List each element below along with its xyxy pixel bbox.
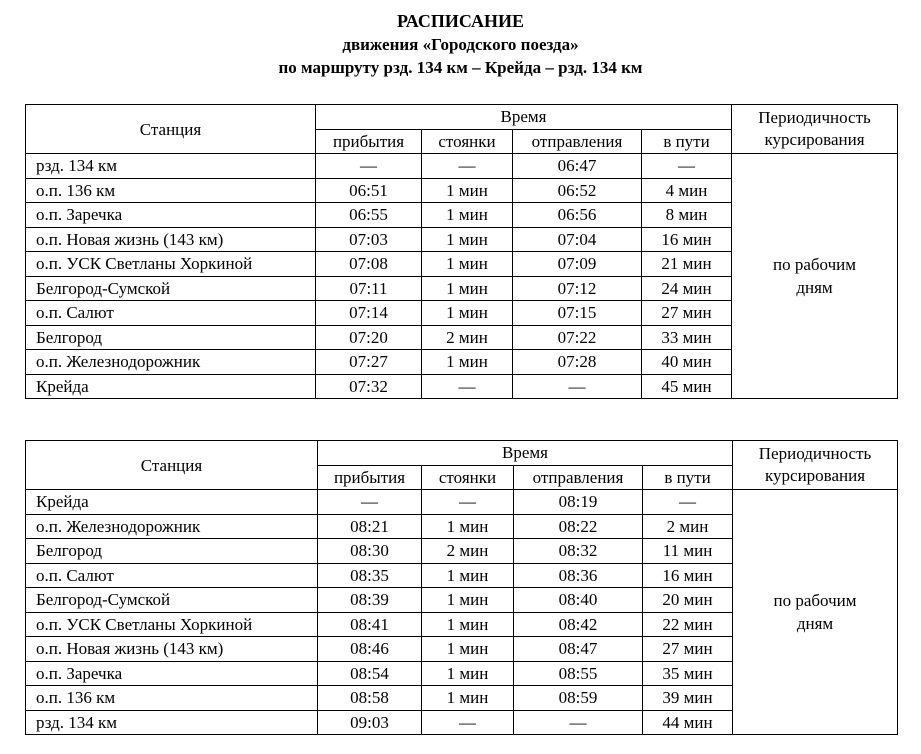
station-cell: Белгород — [26, 539, 318, 564]
departure-cell: 07:04 — [513, 227, 642, 252]
title-line-3: по маршруту рзд. 134 км – Крейда – рзд. 134 км — [278, 58, 643, 77]
station-cell: о.п. Салют — [26, 301, 316, 326]
departure-cell: 08:22 — [514, 514, 643, 539]
stop-cell: 1 мин — [422, 252, 513, 277]
table-row — [26, 154, 898, 179]
departure-cell: 08:36 — [514, 563, 643, 588]
departure-cell: 07:09 — [513, 252, 642, 277]
station-cell: о.п. 136 км — [26, 178, 316, 203]
station-cell: Крейда — [26, 374, 316, 399]
header-periodicity — [732, 105, 898, 154]
stop-cell: 1 мин — [422, 637, 514, 662]
header-departure: отправления — [514, 465, 643, 490]
header-arrival: прибытия — [316, 129, 422, 154]
departure-cell: — — [514, 710, 643, 735]
station-cell: о.п. УСК Светланы Хоркиной — [26, 612, 318, 637]
arrival-cell: 06:51 — [316, 178, 422, 203]
en-route-cell: 16 мин — [642, 227, 732, 252]
en-route-cell: 27 мин — [643, 637, 733, 662]
stop-cell: 1 мин — [422, 514, 514, 539]
arrival-cell: 08:21 — [318, 514, 422, 539]
station-cell: рзд. 134 км — [26, 710, 318, 735]
departure-cell: 08:59 — [514, 686, 643, 711]
header-periodicity — [733, 441, 898, 490]
title-line-1: РАСПИСАНИЕ — [397, 11, 524, 31]
departure-cell: 08:40 — [514, 588, 643, 613]
arrival-cell: 07:27 — [316, 350, 422, 375]
departure-cell: 07:28 — [513, 350, 642, 375]
departure-cell: 08:32 — [514, 539, 643, 564]
en-route-cell: 21 мин — [642, 252, 732, 277]
periodicity-line1: по рабочим — [773, 591, 857, 610]
stop-cell: 1 мин — [422, 301, 513, 326]
station-cell: Белгород-Сумской — [26, 276, 316, 301]
header-periodicity-line1: Периодичность — [758, 444, 872, 463]
stop-cell: — — [422, 710, 514, 735]
departure-cell: 07:15 — [513, 301, 642, 326]
departure-cell: 07:12 — [513, 276, 642, 301]
header-stop: стоянки — [422, 129, 513, 154]
station-cell: о.п. Заречка — [26, 203, 316, 228]
arrival-cell: 09:03 — [318, 710, 422, 735]
departure-cell: 08:42 — [514, 612, 643, 637]
header-en-route: в пути — [642, 129, 732, 154]
station-cell: о.п. Новая жизнь (143 км) — [26, 637, 318, 662]
arrival-cell: 07:20 — [316, 325, 422, 350]
station-cell: о.п. Железнодорожник — [26, 350, 316, 375]
arrival-cell: 07:14 — [316, 301, 422, 326]
arrival-cell: 08:35 — [318, 563, 422, 588]
station-cell: о.п. 136 км — [26, 686, 318, 711]
header-periodicity-line2: курсирования — [764, 130, 865, 149]
departure-cell: 06:56 — [513, 203, 642, 228]
en-route-cell: 24 мин — [642, 276, 732, 301]
stop-cell: — — [422, 154, 513, 179]
station-cell: о.п. УСК Светланы Хоркиной — [26, 252, 316, 277]
en-route-cell: — — [643, 490, 733, 515]
en-route-cell: 20 мин — [643, 588, 733, 613]
header-stop: стоянки — [422, 465, 514, 490]
stop-cell: 1 мин — [422, 563, 514, 588]
stop-cell: 1 мин — [422, 686, 514, 711]
stop-cell: 1 мин — [422, 178, 513, 203]
en-route-cell: 22 мин — [643, 612, 733, 637]
en-route-cell: 45 мин — [642, 374, 732, 399]
departure-cell: — — [513, 374, 642, 399]
en-route-cell: 16 мин — [643, 563, 733, 588]
arrival-cell: 07:32 — [316, 374, 422, 399]
periodicity-line2: дням — [796, 614, 834, 633]
en-route-cell: — — [642, 154, 732, 179]
en-route-cell: 2 мин — [643, 514, 733, 539]
arrival-cell: 08:30 — [318, 539, 422, 564]
arrival-cell: 08:54 — [318, 661, 422, 686]
arrival-cell: 07:03 — [316, 227, 422, 252]
station-cell: Белгород-Сумской — [26, 588, 318, 613]
en-route-cell: 33 мин — [642, 325, 732, 350]
arrival-cell: — — [316, 154, 422, 179]
stop-cell: 1 мин — [422, 612, 514, 637]
stop-cell: 1 мин — [422, 227, 513, 252]
station-cell: Крейда — [26, 490, 318, 515]
departure-cell: 06:47 — [513, 154, 642, 179]
en-route-cell: 35 мин — [643, 661, 733, 686]
stop-cell: 1 мин — [422, 276, 513, 301]
table-row — [26, 490, 898, 515]
header-station: Станция — [26, 441, 318, 490]
arrival-cell: 08:41 — [318, 612, 422, 637]
stop-cell: — — [422, 490, 514, 515]
departure-cell: 08:47 — [514, 637, 643, 662]
arrival-cell: 08:46 — [318, 637, 422, 662]
arrival-cell: 08:39 — [318, 588, 422, 613]
station-cell: о.п. Новая жизнь (143 км) — [26, 227, 316, 252]
station-cell: рзд. 134 км — [26, 154, 316, 179]
title-line-2: движения «Городского поезда» — [342, 35, 579, 54]
stop-cell: 1 мин — [422, 588, 514, 613]
arrival-cell: — — [318, 490, 422, 515]
en-route-cell: 27 мин — [642, 301, 732, 326]
header-time: Время — [318, 441, 733, 466]
station-cell: о.п. Салют — [26, 563, 318, 588]
header-departure: отправления — [513, 129, 642, 154]
periodicity-line1: по рабочим — [773, 255, 857, 274]
periodicity-cell — [733, 490, 898, 735]
header-time: Время — [316, 105, 732, 130]
schedule-table-outbound — [25, 104, 898, 399]
header-station: Станция — [26, 105, 316, 154]
arrival-cell: 07:08 — [316, 252, 422, 277]
header-arrival: прибытия — [318, 465, 422, 490]
station-cell: о.п. Железнодорожник — [26, 514, 318, 539]
header-en-route: в пути — [643, 465, 733, 490]
stop-cell: 2 мин — [422, 539, 514, 564]
arrival-cell: 08:58 — [318, 686, 422, 711]
arrival-cell: 07:11 — [316, 276, 422, 301]
en-route-cell: 4 мин — [642, 178, 732, 203]
en-route-cell: 11 мин — [643, 539, 733, 564]
departure-cell: 06:52 — [513, 178, 642, 203]
periodicity-line2: дням — [796, 278, 833, 297]
departure-cell: 07:22 — [513, 325, 642, 350]
stop-cell: — — [422, 374, 513, 399]
departure-cell: 08:55 — [514, 661, 643, 686]
arrival-cell: 06:55 — [316, 203, 422, 228]
stop-cell: 1 мин — [422, 203, 513, 228]
station-cell: о.п. Заречка — [26, 661, 318, 686]
stop-cell: 2 мин — [422, 325, 513, 350]
station-cell: Белгород — [26, 325, 316, 350]
schedule-table-return — [25, 440, 898, 735]
stop-cell: 1 мин — [422, 350, 513, 375]
header-periodicity-line2: курсирования — [765, 466, 866, 485]
stop-cell: 1 мин — [422, 661, 514, 686]
en-route-cell: 8 мин — [642, 203, 732, 228]
en-route-cell: 44 мин — [643, 710, 733, 735]
departure-cell: 08:19 — [514, 490, 643, 515]
en-route-cell: 39 мин — [643, 686, 733, 711]
en-route-cell: 40 мин — [642, 350, 732, 375]
document-title — [0, 10, 921, 79]
header-periodicity-line1: Периодичность — [758, 108, 871, 127]
periodicity-cell — [732, 154, 898, 399]
